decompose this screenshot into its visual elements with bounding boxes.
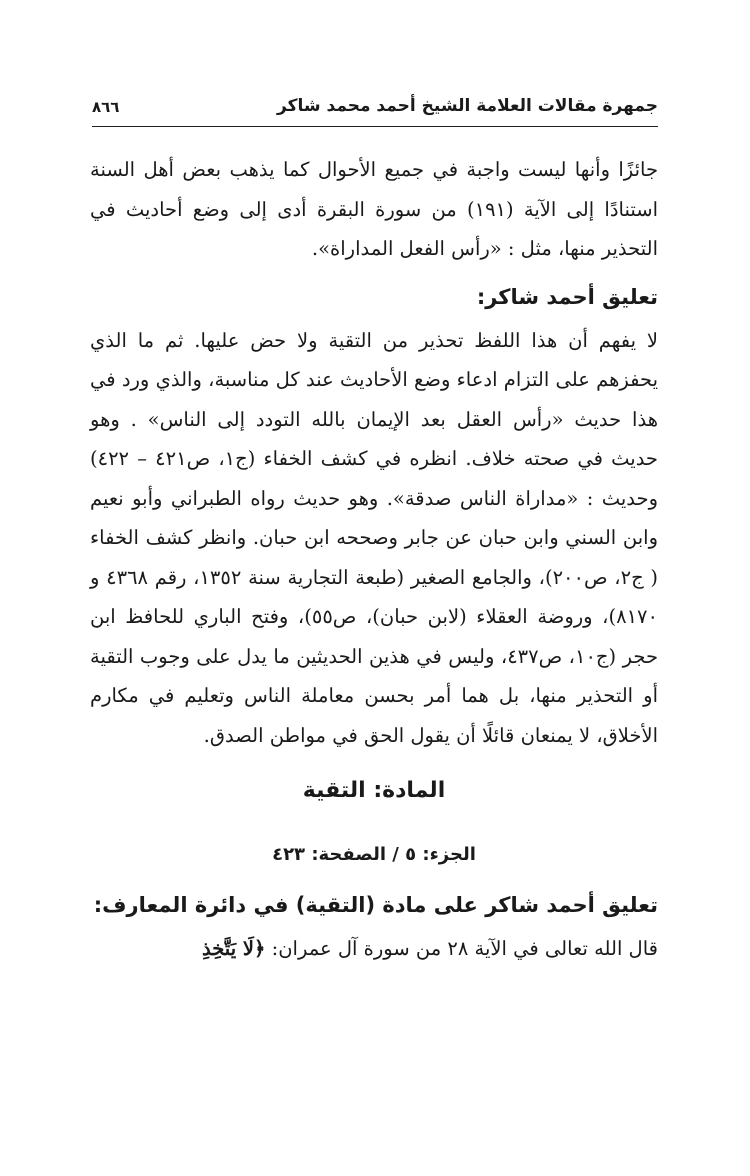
section-heading-encyclopedia: تعليق أحمد شاكر على مادة (التقية) في دائرة المعارف: [93, 893, 658, 917]
running-header [92, 86, 658, 127]
paragraph-2: لا يفهم أن هذا اللفظ تحذير من التقية ولا حض عليها. ثم ما الذي يحفزهم على التزام ادعاء وضع الأحاديث عند كل مناسبة، والذي ورد في هذا حديث «رأس العقل بعد الإيمان بالله التودد إلى الناس» . وهو حديث في صحته خلاف. انظره في كشف الخفاء (ج١، ص٤٢١ – ٤٢٢) وحديث : «مداراة الناس صدقة». وهو حديث رواه الطبراني وأبو نعيم وابن السني وابن حبان عن جابر وصححه ابن حبان. وانظر كشف الخفاء ( ج٢، ص٢٠٠)، والجامع الصغير (طبعة التجارية سنة ١٣٥٢، رقم ٤٣٦٨ و ٨١٧٠)، وروضة العقلاء (لابن حبان)، ص٥٥)، وفتح الباري للحافظ ابن حجر (ج١٠، ص٤٣٧، وليس في هذين الحديثين ما يدل على وجوب التقية أو التحذير منها، بل هما أمر بحسن معاملة الناس وتعليم في مكارم الأخلاق، لا يمنعان قائلًا أن يقول الحق في مواطن الصدق. [90, 328, 658, 747]
paragraph-1: جائزًا وأنها ليست واجبة في جميع الأحوال كما يذهب بعض أهل السنة استنادًا إلى الآية (١٩١) من سورة البقرة أدى إلى وضع أحاديث في التحذير منها، مثل : «رأس الفعل المداراة». [90, 158, 658, 260]
page-body [90, 150, 658, 969]
section-heading-comment: تعليق أحمد شاكر: [476, 284, 658, 309]
book-title: جمهرة مقالات العلامة الشيخ أحمد محمد شاكر [277, 96, 658, 116]
quran-verse: ﴿لَا يَتَّخِذِ [201, 937, 266, 960]
paragraph-3 [90, 929, 658, 969]
subject-heading: المادة: التقية [302, 778, 446, 803]
page-number: ٨٦٦ [92, 98, 120, 116]
volume-page-reference: الجزء: ٥ / الصفحة: ٤٢٣ [272, 844, 476, 865]
paragraph-3-text: قال الله تعالى في الآية ٢٨ من سورة آل عمران: [271, 937, 658, 960]
